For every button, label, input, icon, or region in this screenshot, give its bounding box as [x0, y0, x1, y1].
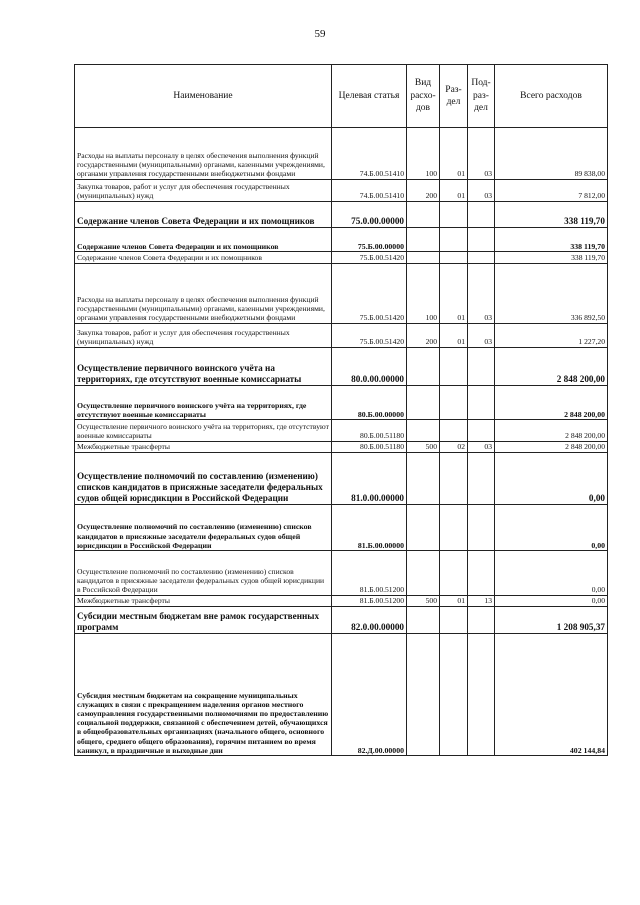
row-code: 80.Б.00.00000: [332, 386, 407, 420]
row-code: 74.Б.00.51410: [332, 128, 407, 180]
row-podrazdel: [468, 228, 495, 252]
row-podrazdel: [468, 202, 495, 228]
row-razdel: [440, 348, 468, 386]
row-total: 338 119,70: [495, 228, 608, 252]
row-total: 0,00: [495, 596, 608, 607]
row-podrazdel: [468, 634, 495, 756]
table-row: [75, 128, 608, 180]
table-row: [75, 596, 608, 607]
row-code: 82.Д.00.00000: [332, 634, 407, 756]
row-razdel: 01: [440, 324, 468, 348]
row-razdel: [440, 386, 468, 420]
row-name: Осуществление полномочий по составлению (изменению) списков кандидатов в присяжные заседатели федеральных судов общей юрисдикции в Российской Федерации: [75, 505, 332, 551]
budget-table: [74, 64, 608, 756]
row-total: 2 848 200,00: [495, 348, 608, 386]
row-name: Осуществление первичного воинского учёта на территориях, где отсутствуют военные комиссариаты: [75, 386, 332, 420]
row-vid: 200: [407, 324, 440, 348]
row-vid: [407, 348, 440, 386]
row-podrazdel: 03: [468, 180, 495, 202]
row-code: 74.Б.00.51410: [332, 180, 407, 202]
table-row: [75, 634, 608, 756]
row-podrazdel: [468, 453, 495, 505]
row-vid: [407, 551, 440, 596]
row-name: Расходы на выплаты персоналу в целях обеспечения выполнения функций государственными (муниципальными) органами, казенными учреждениями, органами управления государственными внебюджетными фондами: [75, 128, 332, 180]
row-podrazdel: [468, 348, 495, 386]
row-podrazdel: 03: [468, 264, 495, 324]
row-name: Расходы на выплаты персоналу в целях обеспечения выполнения функций государственными (муниципальными) органами, казенными учреждениями, органами управления государственными внебюджетными фондами: [75, 264, 332, 324]
row-code: 82.0.00.00000: [332, 607, 407, 634]
row-name: Субсидии местным бюджетам вне рамок государственных программ: [75, 607, 332, 634]
row-name: Содержание членов Совета Федерации и их помощников: [75, 202, 332, 228]
row-podrazdel: 03: [468, 128, 495, 180]
row-podrazdel: [468, 252, 495, 264]
row-total: 0,00: [495, 505, 608, 551]
row-podrazdel: 03: [468, 324, 495, 348]
row-razdel: [440, 453, 468, 505]
row-total: 2 848 200,00: [495, 420, 608, 442]
row-razdel: 01: [440, 264, 468, 324]
page-number: 59: [314, 28, 326, 40]
row-podrazdel: [468, 420, 495, 442]
header-podrazdel: Под-раз-дел: [468, 65, 495, 128]
row-razdel: [440, 202, 468, 228]
row-name: Осуществление первичного воинского учёта на территориях, где отсутствуют военные комиссариаты: [75, 348, 332, 386]
row-vid: [407, 634, 440, 756]
row-code: 75.Б.00.00000: [332, 228, 407, 252]
row-vid: [407, 607, 440, 634]
row-code: 81.Б.00.51200: [332, 596, 407, 607]
row-total: 336 892,50: [495, 264, 608, 324]
row-code: 81.Б.00.51200: [332, 551, 407, 596]
header-vid: Вид расхо-дов: [407, 65, 440, 128]
table-row: [75, 252, 608, 264]
table-header-row: [75, 65, 608, 128]
row-razdel: [440, 551, 468, 596]
table-row: [75, 180, 608, 202]
row-code: 75.0.00.00000: [332, 202, 407, 228]
header-razdel: Раз-дел: [440, 65, 468, 128]
row-name: Осуществление первичного воинского учёта на территориях, где отсутствуют военные комиссариаты: [75, 420, 332, 442]
row-name: Межбюджетные трансферты: [75, 596, 332, 607]
row-name: Закупка товаров, работ и услуг для обеспечения государственных (муниципальных) нужд: [75, 180, 332, 202]
table-row: [75, 264, 608, 324]
row-razdel: 01: [440, 596, 468, 607]
table-row: [75, 505, 608, 551]
row-total: 338 119,70: [495, 252, 608, 264]
header-name: Наименование: [75, 65, 332, 128]
row-name: Содержание членов Совета Федерации и их помощников: [75, 228, 332, 252]
row-total: 2 848 200,00: [495, 386, 608, 420]
row-podrazdel: [468, 551, 495, 596]
table-row: [75, 551, 608, 596]
row-vid: [407, 202, 440, 228]
row-total: 1 208 905,37: [495, 607, 608, 634]
table-row: [75, 442, 608, 453]
table-row: [75, 324, 608, 348]
row-podrazdel: [468, 505, 495, 551]
row-name: Осуществление полномочий по составлению (изменению) списков кандидатов в присяжные заседатели федеральных судов общей юрисдикции в Российской Федерации: [75, 453, 332, 505]
table-row: [75, 386, 608, 420]
header-code: Целевая статья: [332, 65, 407, 128]
row-code: 81.0.00.00000: [332, 453, 407, 505]
row-code: 75.Б.00.51420: [332, 252, 407, 264]
row-razdel: [440, 420, 468, 442]
row-total: 89 838,00: [495, 128, 608, 180]
table-row: [75, 453, 608, 505]
row-podrazdel: [468, 607, 495, 634]
row-vid: 500: [407, 596, 440, 607]
row-vid: 100: [407, 264, 440, 324]
row-razdel: [440, 505, 468, 551]
row-podrazdel: [468, 386, 495, 420]
row-vid: [407, 505, 440, 551]
row-razdel: 01: [440, 180, 468, 202]
table-row: [75, 228, 608, 252]
row-razdel: [440, 228, 468, 252]
row-razdel: 01: [440, 128, 468, 180]
row-total: 7 812,00: [495, 180, 608, 202]
row-vid: [407, 228, 440, 252]
row-total: 1 227,20: [495, 324, 608, 348]
row-vid: [407, 420, 440, 442]
row-vid: [407, 252, 440, 264]
row-vid: 100: [407, 128, 440, 180]
row-razdel: [440, 634, 468, 756]
table-row: [75, 202, 608, 228]
row-vid: [407, 453, 440, 505]
row-podrazdel: 03: [468, 442, 495, 453]
table-row: [75, 348, 608, 386]
row-total: 338 119,70: [495, 202, 608, 228]
row-total: 0,00: [495, 453, 608, 505]
row-vid: 500: [407, 442, 440, 453]
row-code: 80.Б.00.51180: [332, 420, 407, 442]
table-row: [75, 420, 608, 442]
row-razdel: [440, 607, 468, 634]
header-total: Всего расходов: [495, 65, 608, 128]
row-vid: 200: [407, 180, 440, 202]
row-code: 75.Б.00.51420: [332, 264, 407, 324]
row-total: 402 144,84: [495, 634, 608, 756]
row-razdel: [440, 252, 468, 264]
row-code: 81.Б.00.00000: [332, 505, 407, 551]
row-name: Субсидия местным бюджетам на сокращение муниципальных служащих в связи с прекращением наделения органов местного самоуправления государственными полномочиями по предоставлению социальной поддержки, связанной с обеспечением детей, обучающихся в общеобразовательных организациях (начального общего, основного общего, среднего общего образования), горячим питанием во время каникул, в праздничные и выходные дни: [75, 634, 332, 756]
row-name: Осуществление полномочий по составлению (изменению) списков кандидатов в присяжные заседатели федеральных судов общей юрисдикции в Российской Федерации: [75, 551, 332, 596]
row-code: 75.Б.00.51420: [332, 324, 407, 348]
row-vid: [407, 386, 440, 420]
table-row: [75, 607, 608, 634]
row-total: 0,00: [495, 551, 608, 596]
row-code: 80.0.00.00000: [332, 348, 407, 386]
row-name: Межбюджетные трансферты: [75, 442, 332, 453]
row-name: Закупка товаров, работ и услуг для обеспечения государственных (муниципальных) нужд: [75, 324, 332, 348]
row-podrazdel: 13: [468, 596, 495, 607]
row-code: 80.Б.00.51180: [332, 442, 407, 453]
row-name: Содержание членов Совета Федерации и их помощников: [75, 252, 332, 264]
row-razdel: 02: [440, 442, 468, 453]
row-total: 2 848 200,00: [495, 442, 608, 453]
